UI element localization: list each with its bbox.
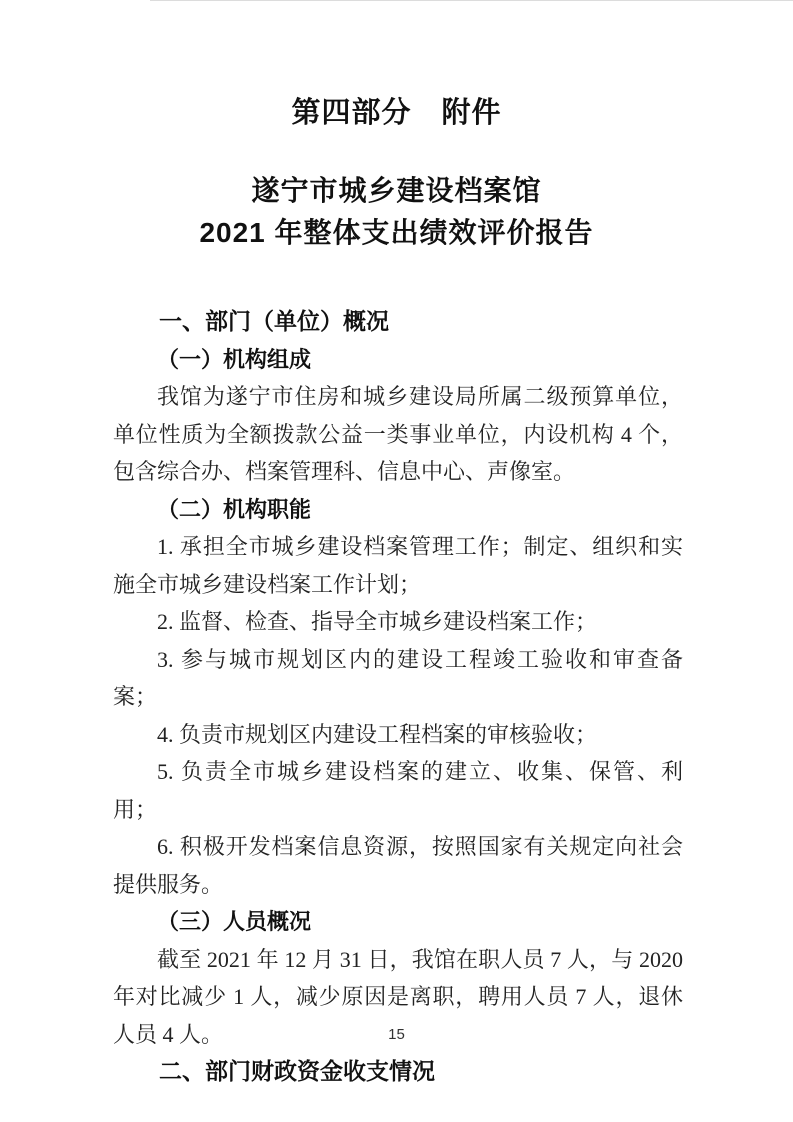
para-function-5: 5. 负责全市城乡建设档案的建立、收集、保管、利用； xyxy=(113,759,683,822)
para-function-3: 3. 参与城市规划区内的建设工程竣工验收和审查备案； xyxy=(113,646,683,709)
para-function-2: 2. 监督、检查、指导全市城乡建设档案工作； xyxy=(157,609,598,634)
report-title-line2: 2021 年整体支出绩效评价报告 xyxy=(199,217,594,248)
section-title: 第四部分 附件 xyxy=(291,97,502,129)
para-function-1: 1. 承担全市城乡建设档案管理工作；制定、组织和实施全市城乡建设档案工作计划； xyxy=(113,534,683,597)
scan-edge-artifact xyxy=(150,0,793,1)
document-body xyxy=(113,303,683,1091)
subheading-org-composition: （一）机构组成 xyxy=(157,346,312,372)
report-title xyxy=(0,170,793,254)
para-staff-overview: 截至 2021 年 12 月 31 日，我馆在职人员 7 人，与 2020 年对比减少 1 人，减少原因是离职，聘用人员 7 人，退休人员 4 人。 xyxy=(113,946,683,1047)
subheading-staff-overview: （三）人员概况 xyxy=(157,909,312,934)
para-function-4: 4. 负责市规划区内建设工程档案的审核验收； xyxy=(157,721,598,747)
para-org-composition: 我馆为遂宁市住房和城乡建设局所属二级预算单位，单位性质为全额拨款公益一类事业单位，内设机构 4 个，包含综合办、档案管理科、信息中心、声像室。 xyxy=(113,384,683,484)
report-title-line1: 遂宁市城乡建设档案馆 xyxy=(251,175,542,206)
heading-dept-overview: 一、部门（单位）概况 xyxy=(159,308,389,334)
heading-fiscal-revenue-expenditure: 二、部门财政资金收支情况 xyxy=(159,1058,435,1084)
para-function-6: 6. 积极开发档案信息资源，按照国家有关规定向社会提供服务。 xyxy=(113,834,683,897)
page-number: 15 xyxy=(388,1026,405,1043)
subheading-org-functions: （二）机构职能 xyxy=(157,496,312,522)
